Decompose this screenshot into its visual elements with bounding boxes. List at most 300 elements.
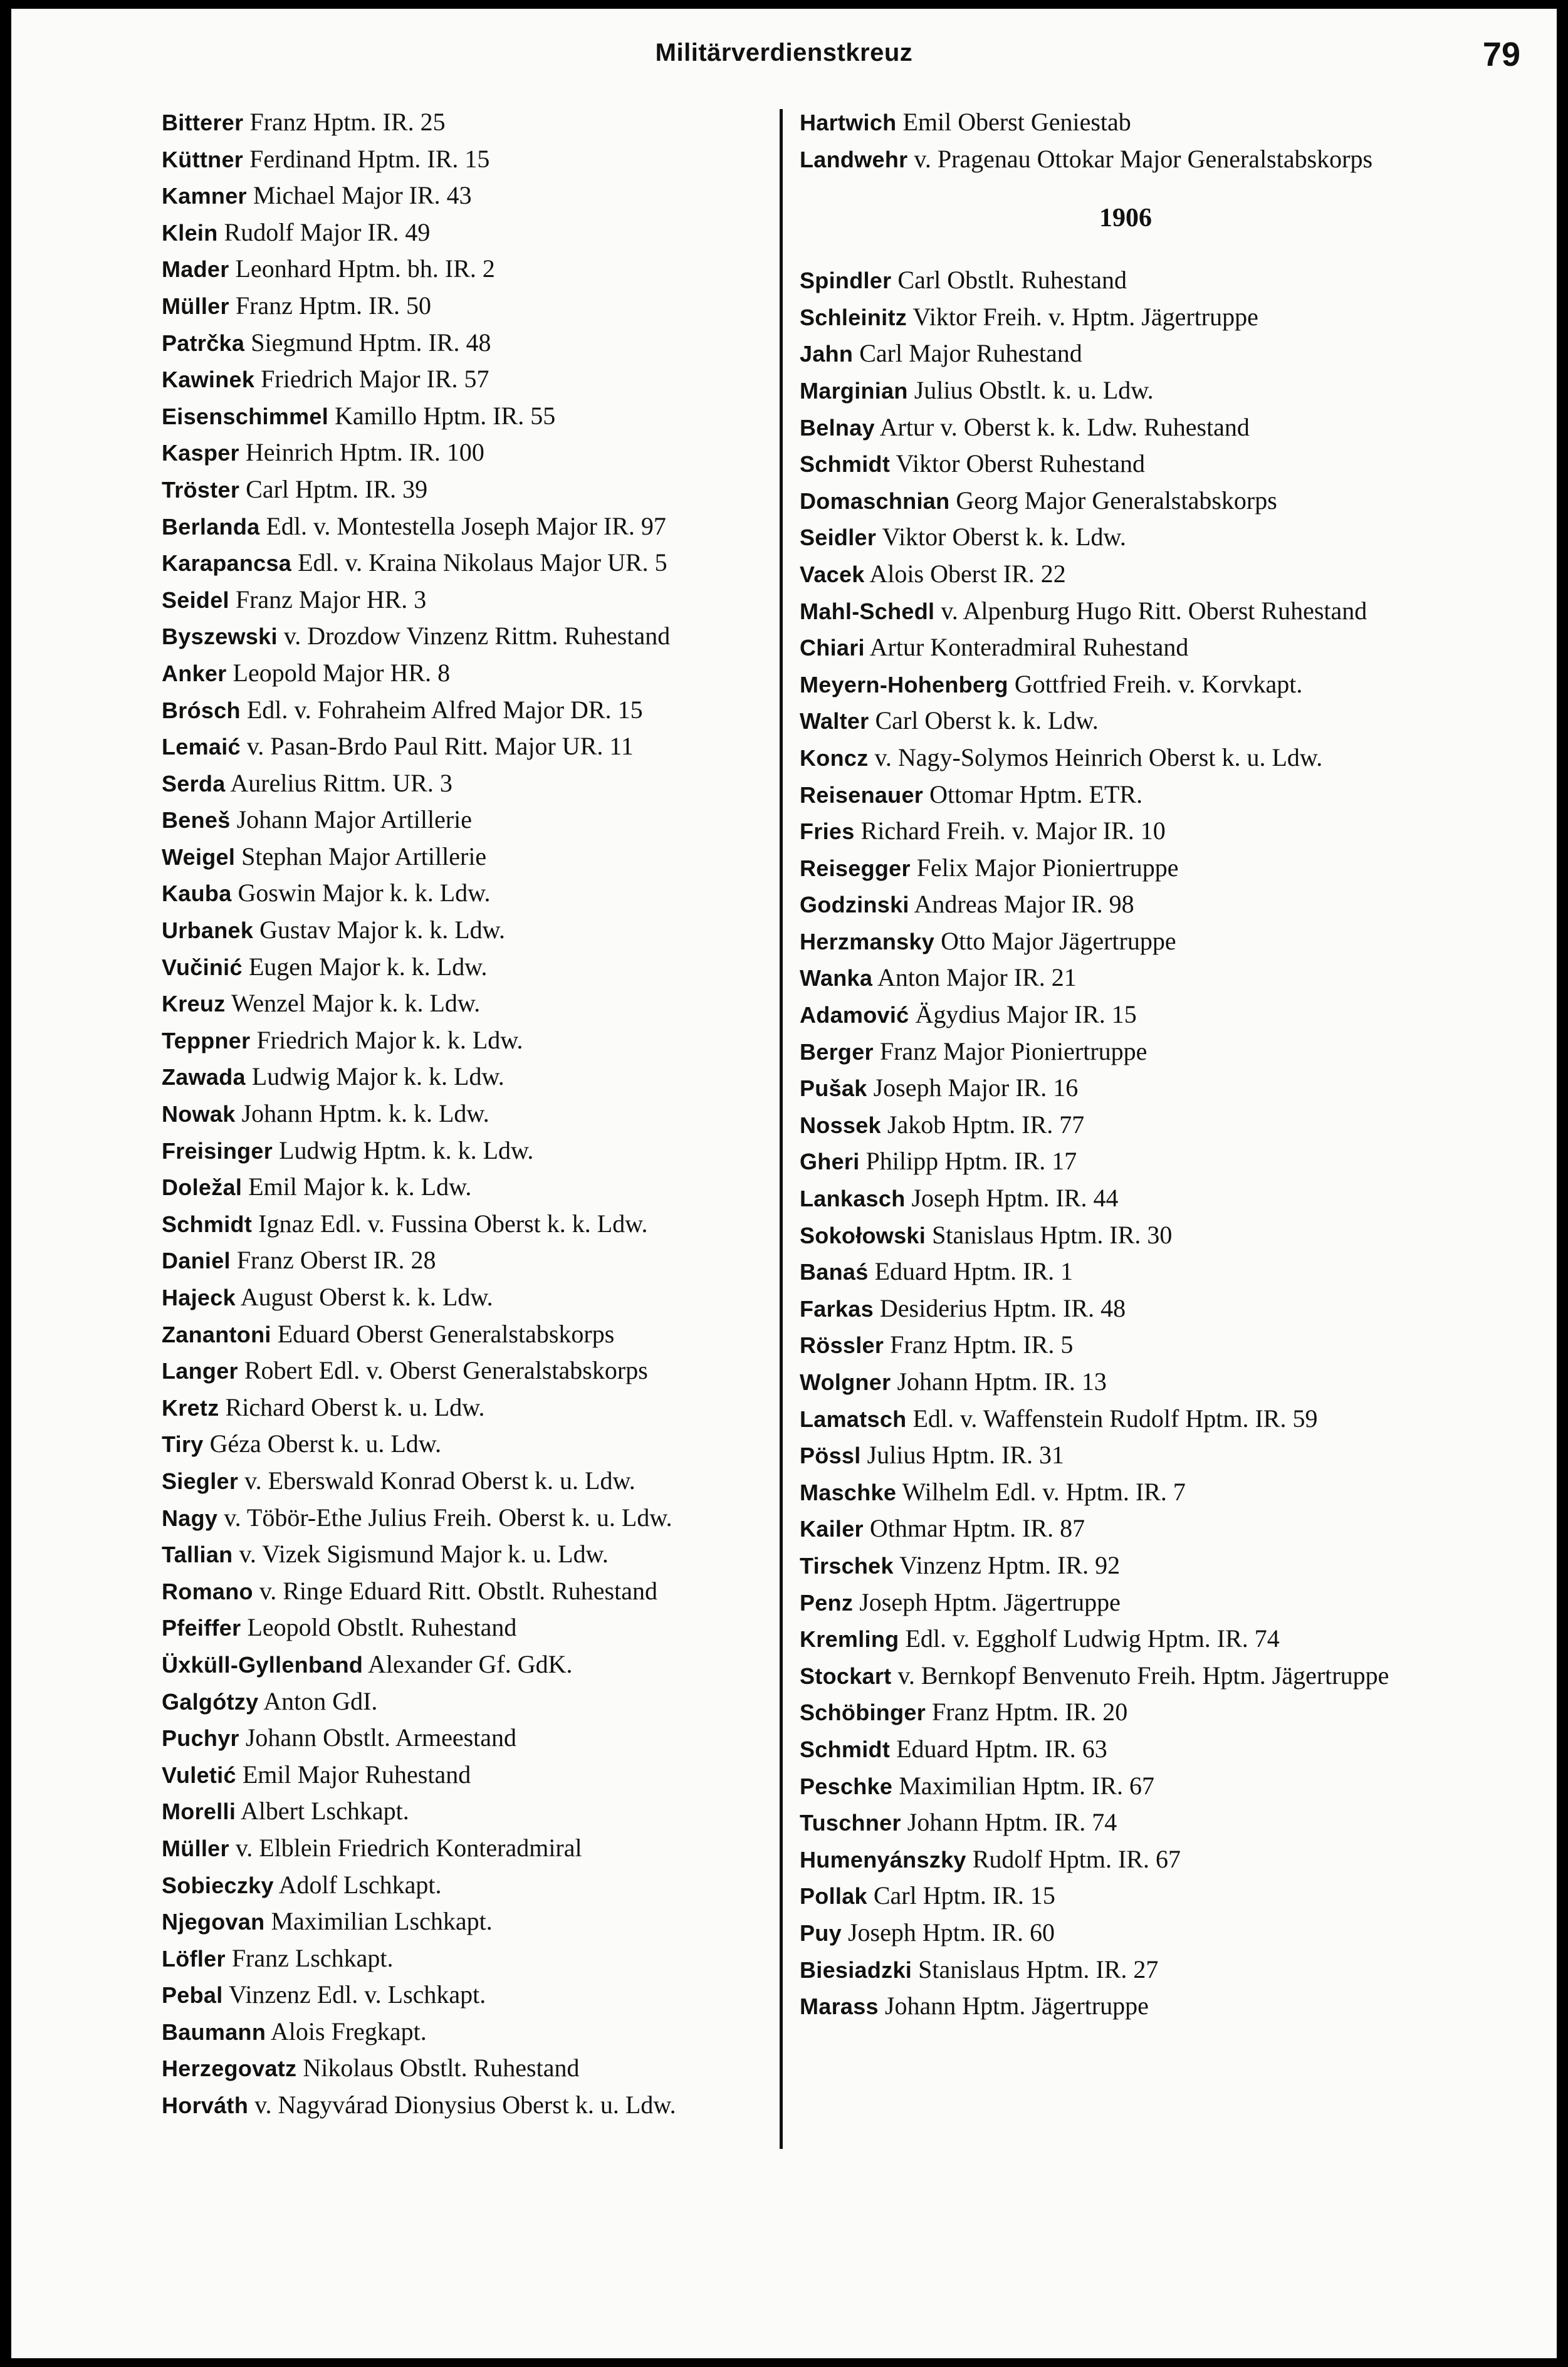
list-item (162, 1022, 782, 1059)
list-item (800, 996, 1451, 1033)
list-item (162, 545, 782, 582)
list-item (162, 1316, 782, 1353)
details: Franz Major Pioniertruppe (879, 1037, 1147, 1065)
surname: Zawada (162, 1064, 246, 1090)
surname: Spindler (800, 268, 892, 294)
list-item (800, 593, 1451, 630)
details: Artur Konteradmiral Ruhestand (869, 633, 1189, 662)
surname: Mader (162, 256, 229, 283)
details: Goswin Major k. k. Ldw. (238, 879, 491, 907)
list-item (162, 765, 782, 802)
list-item (162, 1242, 782, 1279)
details: Stephan Major Artillerie (241, 842, 487, 870)
list-item (162, 985, 782, 1022)
details: Gottfried Freih. v. Korvkapt. (1014, 669, 1303, 698)
surname: Berlanda (162, 513, 260, 540)
column-divider (780, 109, 783, 2149)
list-item (162, 1426, 782, 1463)
list-item (162, 2050, 782, 2087)
left-column (162, 104, 782, 2124)
details: Ferdinand Hptm. IR. 15 (249, 144, 490, 173)
list-item (162, 1352, 782, 1389)
surname: Stockart (800, 1663, 892, 1689)
list-item (800, 262, 1451, 299)
surname: Morelli (162, 1799, 236, 1825)
details: Nikolaus Obstlt. Ruhestand (303, 2054, 580, 2082)
details: Edl. v. Kraina Nikolaus Major UR. 5 (298, 548, 667, 577)
surname: Domaschnian (800, 488, 950, 514)
details: Carl Major Ruhestand (859, 339, 1082, 368)
details: Emil Major Ruhestand (242, 1760, 471, 1789)
list-item (800, 372, 1451, 409)
list-item (800, 1841, 1451, 1878)
details: Heinrich Hptm. IR. 100 (245, 438, 484, 467)
list-item (162, 1536, 782, 1573)
details: Eduard Oberst Generalstabskorps (277, 1319, 615, 1348)
running-header (11, 36, 1557, 76)
list-item (800, 1510, 1451, 1547)
list-item (162, 104, 782, 141)
details: v. Nagyvárad Dionysius Oberst k. u. Ldw. (254, 2091, 676, 2119)
surname: Nowak (162, 1101, 236, 1127)
list-item (800, 1804, 1451, 1841)
details: Andreas Major IR. 98 (914, 890, 1134, 919)
list-item (800, 1694, 1451, 1731)
header-title: Militärverdienstkreuz (655, 39, 913, 66)
surname: Tiry (162, 1431, 204, 1458)
surname: Serda (162, 770, 226, 797)
surname: Kreuz (162, 991, 226, 1017)
surname: Langer (162, 1358, 238, 1384)
surname: Hartwich (800, 110, 897, 135)
details: Emil Oberst Geniestab (902, 108, 1131, 136)
list-item (800, 409, 1451, 446)
surname: Müller (162, 293, 229, 319)
details: Leonhard Hptm. bh. IR. 2 (235, 254, 495, 283)
surname: Siegler (162, 1468, 239, 1494)
surname: Pebal (162, 1982, 223, 2009)
list-item (800, 1584, 1451, 1621)
details: Alexander Gf. GdK. (367, 1649, 573, 1678)
list-item (162, 1169, 782, 1206)
details: Carl Hptm. IR. 15 (873, 1881, 1055, 1910)
details: Rudolf Hptm. IR. 67 (972, 1844, 1181, 1873)
details: Joseph Hptm. IR. 44 (911, 1184, 1119, 1213)
surname: Schmidt (800, 451, 891, 478)
details: Albert Lschkapt. (240, 1797, 409, 1826)
surname: Tuschner (800, 1810, 901, 1836)
surname: Patrčka (162, 330, 245, 356)
surname: Horváth (162, 2093, 249, 2119)
list-item (800, 1437, 1451, 1474)
surname: Karapancsa (162, 550, 292, 577)
list-item (800, 1731, 1451, 1768)
details: Friedrich Major IR. 57 (261, 365, 489, 394)
surname: Biesiadzki (800, 1957, 912, 1983)
details: Julius Obstlt. k. u. Ldw. (914, 375, 1154, 404)
details: Alois Fregkapt. (270, 2017, 427, 2046)
surname: Teppner (162, 1027, 251, 1053)
surname: Tirschek (800, 1552, 894, 1579)
list-item (800, 1401, 1451, 1438)
surname: Baumann (162, 2019, 266, 2045)
details: Carl Obstlt. Ruhestand (897, 266, 1127, 295)
list-item (800, 335, 1451, 372)
surname: Galgótzy (162, 1688, 259, 1715)
surname: Müller (162, 1835, 229, 1861)
surname: Löfler (162, 1945, 226, 1972)
details: Kamillo Hptm. IR. 55 (335, 401, 556, 430)
surname: Kasper (162, 440, 239, 466)
document-page (11, 9, 1557, 2358)
surname: Reisegger (800, 855, 911, 881)
list-item (800, 1621, 1451, 1658)
details: Wilhelm Edl. v. Hptm. IR. 7 (902, 1477, 1186, 1506)
details: Franz Hptm. IR. 20 (932, 1698, 1128, 1727)
list-item (162, 692, 782, 729)
surname: Pollak (800, 1883, 867, 1910)
list-item (162, 1389, 782, 1426)
surname: Kremling (800, 1626, 899, 1653)
surname: Bitterer (162, 110, 244, 135)
surname: Lemaić (162, 734, 241, 760)
surname: Klein (162, 219, 218, 246)
right-column-entries (800, 262, 1451, 2025)
details: Georg Major Generalstabskorps (956, 486, 1277, 515)
surname: Kailer (800, 1516, 864, 1542)
details: Otto Major Jägertruppe (941, 926, 1176, 955)
details: Edl. v. Fohraheim Alfred Major DR. 15 (246, 695, 643, 724)
surname: Schmidt (800, 1736, 891, 1762)
details: Vinzenz Hptm. IR. 92 (899, 1550, 1121, 1579)
surname: Vacek (800, 561, 865, 587)
list-item (800, 1547, 1451, 1584)
details: Maximilian Hptm. IR. 67 (899, 1771, 1154, 1800)
list-item (800, 886, 1451, 923)
details: Ignaz Edl. v. Fussina Oberst k. k. Ldw. (258, 1209, 648, 1238)
list-item (162, 251, 782, 288)
list-item (800, 1180, 1451, 1217)
details: Stanislaus Hptm. IR. 30 (932, 1220, 1173, 1249)
details: August Oberst k. k. Ldw. (240, 1283, 493, 1311)
surname: Gheri (800, 1149, 860, 1175)
surname: Brósch (162, 697, 241, 723)
surname: Njegovan (162, 1909, 265, 1935)
surname: Reisenauer (800, 781, 924, 808)
details: Eduard Hptm. IR. 1 (874, 1257, 1074, 1286)
details: v. Ringe Eduard Ritt. Obstlt. Ruhestand (259, 1576, 657, 1605)
details: Joseph Hptm. Jägertruppe (859, 1587, 1121, 1616)
list-item (162, 655, 782, 692)
surname: Vuletić (162, 1762, 236, 1788)
details: Géza Oberst k. u. Ldw. (209, 1429, 442, 1458)
surname: Tröster (162, 476, 240, 503)
details: Joseph Hptm. IR. 60 (847, 1918, 1055, 1946)
surname: Byszewski (162, 624, 278, 650)
details: Edl. v. Montestella Joseph Major IR. 97 (266, 511, 666, 540)
details: Julius Hptm. IR. 31 (867, 1441, 1065, 1470)
details: Viktor Freih. v. Hptm. Jägertruppe (912, 302, 1258, 331)
list-item (162, 1867, 782, 1904)
surname: Penz (800, 1589, 854, 1616)
list-item (162, 434, 782, 471)
surname: Beneš (162, 807, 231, 833)
details: v. Nagy-Solymos Heinrich Oberst k. u. Ldw. (874, 743, 1323, 771)
list-item (800, 1878, 1451, 1915)
surname: Anker (162, 660, 227, 686)
list-item (162, 508, 782, 545)
list-item (162, 582, 782, 619)
details: Desiderius Hptm. IR. 48 (879, 1293, 1126, 1322)
details: Philipp Hptm. IR. 17 (865, 1147, 1077, 1176)
surname: Fries (800, 818, 855, 845)
list-item (800, 666, 1451, 703)
details: Ägydius Major IR. 15 (915, 1000, 1137, 1029)
list-item (800, 1217, 1451, 1254)
details: Ludwig Major k. k. Ldw. (251, 1062, 504, 1091)
details: Edl. v. Eggholf Ludwig Hptm. IR. 74 (905, 1624, 1280, 1653)
surname: Nossek (800, 1112, 881, 1138)
details: Eugen Major k. k. Ldw. (248, 952, 488, 981)
details: Johann Major Artillerie (236, 805, 473, 834)
list-item (162, 1830, 782, 1867)
right-column-top-entries (800, 104, 1451, 177)
details: Aurelius Rittm. UR. 3 (230, 768, 452, 797)
details: v. Elblein Friedrich Konteradmiral (235, 1833, 582, 1862)
details: Alois Oberst IR. 22 (869, 559, 1066, 588)
list-item (162, 802, 782, 839)
surname: Seidler (800, 525, 877, 551)
details: Edl. v. Waffenstein Rudolf Hptm. IR. 59 (912, 1404, 1318, 1433)
list-item (800, 1253, 1451, 1290)
list-item (800, 1658, 1451, 1695)
details: Leopold Major HR. 8 (233, 658, 451, 687)
surname: Üxküll-Gyllenband (162, 1651, 363, 1678)
surname: Wolgner (800, 1369, 891, 1395)
surname: Mahl-Schedl (800, 598, 935, 624)
list-item (800, 446, 1451, 483)
surname: Weigel (162, 844, 236, 870)
list-item (800, 1143, 1451, 1180)
surname: Belnay (800, 414, 875, 441)
surname: Meyern-Hohenberg (800, 671, 1008, 698)
surname: Herzegovatz (162, 2056, 297, 2082)
details: Emil Major k. k. Ldw. (248, 1173, 472, 1201)
surname: Kretz (162, 1394, 219, 1421)
surname: Puy (800, 1920, 842, 1946)
details: Johann Hptm. IR. 13 (897, 1367, 1107, 1396)
right-column (800, 104, 1451, 2025)
details: Richard Oberst k. u. Ldw. (225, 1393, 485, 1421)
list-item (162, 141, 782, 178)
details: Anton Major IR. 21 (877, 963, 1077, 992)
list-item (800, 1033, 1451, 1070)
details: v. Pasan-Brdo Paul Ritt. Major UR. 11 (246, 732, 634, 761)
list-item (800, 483, 1451, 520)
list-item (162, 361, 782, 398)
list-item (800, 959, 1451, 996)
list-item (162, 912, 782, 949)
details: v. Pragenau Ottokar Major Generalstabskorps (914, 144, 1373, 173)
list-item (162, 214, 782, 251)
surname: Maschke (800, 1479, 897, 1505)
surname: Farkas (800, 1295, 874, 1322)
list-item (800, 813, 1451, 850)
list-item (162, 1940, 782, 1977)
details: Robert Edl. v. Oberst Generalstabskorps (244, 1356, 648, 1385)
details: Siegmund Hptm. IR. 48 (251, 328, 491, 357)
surname: Humenyánszky (800, 1846, 966, 1873)
details: Johann Hptm. Jägertruppe (884, 1992, 1149, 2020)
surname: Berger (800, 1038, 874, 1065)
list-item (800, 104, 1451, 141)
surname: Kawinek (162, 367, 255, 393)
details: Franz Major HR. 3 (235, 585, 427, 614)
list-item (800, 1107, 1451, 1144)
surname: Banaś (800, 1259, 869, 1285)
surname: Eisenschimmel (162, 403, 329, 429)
list-item (162, 1609, 782, 1646)
page-number: 79 (1482, 36, 1520, 73)
details: v. Eberswald Konrad Oberst k. u. Ldw. (244, 1466, 635, 1495)
list-item (162, 1646, 782, 1683)
surname: Landwehr (800, 146, 908, 172)
details: Ottomar Hptm. ETR. (929, 780, 1143, 808)
surname: Herzmansky (800, 928, 935, 954)
list-item (800, 1070, 1451, 1107)
list-item (800, 1474, 1451, 1511)
details: Franz Lschkapt. (231, 1943, 394, 1972)
list-item (800, 629, 1451, 666)
details: Rudolf Major IR. 49 (224, 217, 431, 246)
list-item (800, 1364, 1451, 1401)
list-item (162, 1206, 782, 1243)
list-item (800, 703, 1451, 739)
surname: Daniel (162, 1248, 231, 1274)
list-item (162, 2087, 782, 2124)
details: v. Töbör-Ethe Julius Freih. Oberst k. u. Ldw. (224, 1503, 672, 1532)
list-item (800, 519, 1451, 556)
surname: Puchyr (162, 1725, 239, 1752)
list-item (800, 1952, 1451, 1988)
surname: Lankasch (800, 1186, 906, 1212)
list-item (162, 728, 782, 765)
surname: Hajeck (162, 1285, 236, 1310)
list-item (162, 1500, 782, 1537)
list-item (800, 556, 1451, 593)
list-item (162, 1132, 782, 1169)
details: Franz Hptm. IR. 5 (890, 1330, 1074, 1359)
surname: Kauba (162, 880, 232, 907)
details: Jakob Hptm. IR. 77 (887, 1110, 1085, 1139)
list-item (800, 299, 1451, 336)
list-item (800, 923, 1451, 960)
details: Vinzenz Edl. v. Lschkapt. (228, 1980, 486, 2009)
details: Adolf Lschkapt. (278, 1870, 442, 1899)
details: Franz Oberst IR. 28 (236, 1246, 436, 1275)
details: Franz Hptm. IR. 50 (235, 291, 432, 320)
list-item (800, 141, 1451, 178)
surname: Pušak (800, 1075, 867, 1102)
surname: Tallian (162, 1542, 233, 1568)
details: Stanislaus Hptm. IR. 27 (918, 1955, 1159, 1983)
surname: Doležal (162, 1174, 243, 1201)
details: v. Alpenburg Hugo Ritt. Oberst Ruhestand (941, 596, 1367, 625)
surname: Walter (800, 708, 869, 734)
list-item (800, 739, 1451, 776)
list-item (162, 1683, 782, 1720)
surname: Koncz (800, 745, 869, 771)
list-item (162, 1095, 782, 1132)
details: Ludwig Hptm. k. k. Ldw. (279, 1136, 534, 1164)
list-item (800, 1988, 1451, 2025)
surname: Seidel (162, 587, 229, 613)
surname: Romano (162, 1578, 253, 1604)
details: Michael Major IR. 43 (253, 181, 472, 210)
surname: Chiari (800, 635, 865, 661)
list-item (800, 850, 1451, 887)
surname: Peschke (800, 1773, 893, 1799)
surname: Pfeiffer (162, 1615, 241, 1641)
surname: Schöbinger (800, 1700, 926, 1726)
details: Viktor Oberst Ruhestand (896, 449, 1145, 478)
list-item (800, 1290, 1451, 1327)
surname: Zanantoni (162, 1321, 271, 1347)
details: Carl Oberst k. k. Ldw. (875, 706, 1099, 735)
details: v. Drozdow Vinzenz Rittm. Ruhestand (283, 622, 671, 651)
details: Maximilian Lschkapt. (271, 1907, 493, 1936)
details: v. Vizek Sigismund Major k. u. Ldw. (239, 1540, 609, 1569)
list-item (162, 325, 782, 362)
details: Wenzel Major k. k. Ldw. (231, 989, 481, 1018)
list-item (162, 1977, 782, 2014)
surname: Urbanek (162, 917, 254, 944)
details: Friedrich Major k. k. Ldw. (256, 1025, 523, 1054)
surname: Freisinger (162, 1137, 273, 1164)
surname: Marginian (800, 377, 908, 404)
list-item (162, 471, 782, 508)
details: Anton GdI. (263, 1686, 378, 1715)
details: Othmar Hptm. IR. 87 (869, 1514, 1085, 1543)
list-item (800, 1768, 1451, 1805)
list-item (162, 1279, 782, 1316)
list-item (162, 288, 782, 325)
surname: Lamatsch (800, 1406, 907, 1432)
list-item (162, 875, 782, 912)
list-item (162, 1793, 782, 1830)
surname: Kamner (162, 183, 247, 209)
surname: Schmidt (162, 1211, 253, 1237)
surname: Schleinitz (800, 304, 907, 330)
surname: Sobieczky (162, 1872, 274, 1898)
list-item (162, 1757, 782, 1794)
list-item (162, 1463, 782, 1500)
list-item (800, 1327, 1451, 1364)
list-item (162, 1903, 782, 1940)
list-item (162, 949, 782, 986)
details: Artur v. Oberst k. k. Ldw. Ruhestand (879, 412, 1250, 441)
surname: Küttner (162, 146, 244, 172)
list-item (800, 1915, 1451, 1952)
surname: Marass (800, 1993, 879, 2020)
list-item (162, 2014, 782, 2051)
surname: Wanka (800, 965, 873, 991)
details: Gustav Major k. k. Ldw. (259, 916, 505, 944)
list-item (162, 398, 782, 435)
list-item (162, 177, 782, 214)
details: Johann Obstlt. Armeestand (245, 1723, 517, 1752)
list-item (162, 1058, 782, 1095)
